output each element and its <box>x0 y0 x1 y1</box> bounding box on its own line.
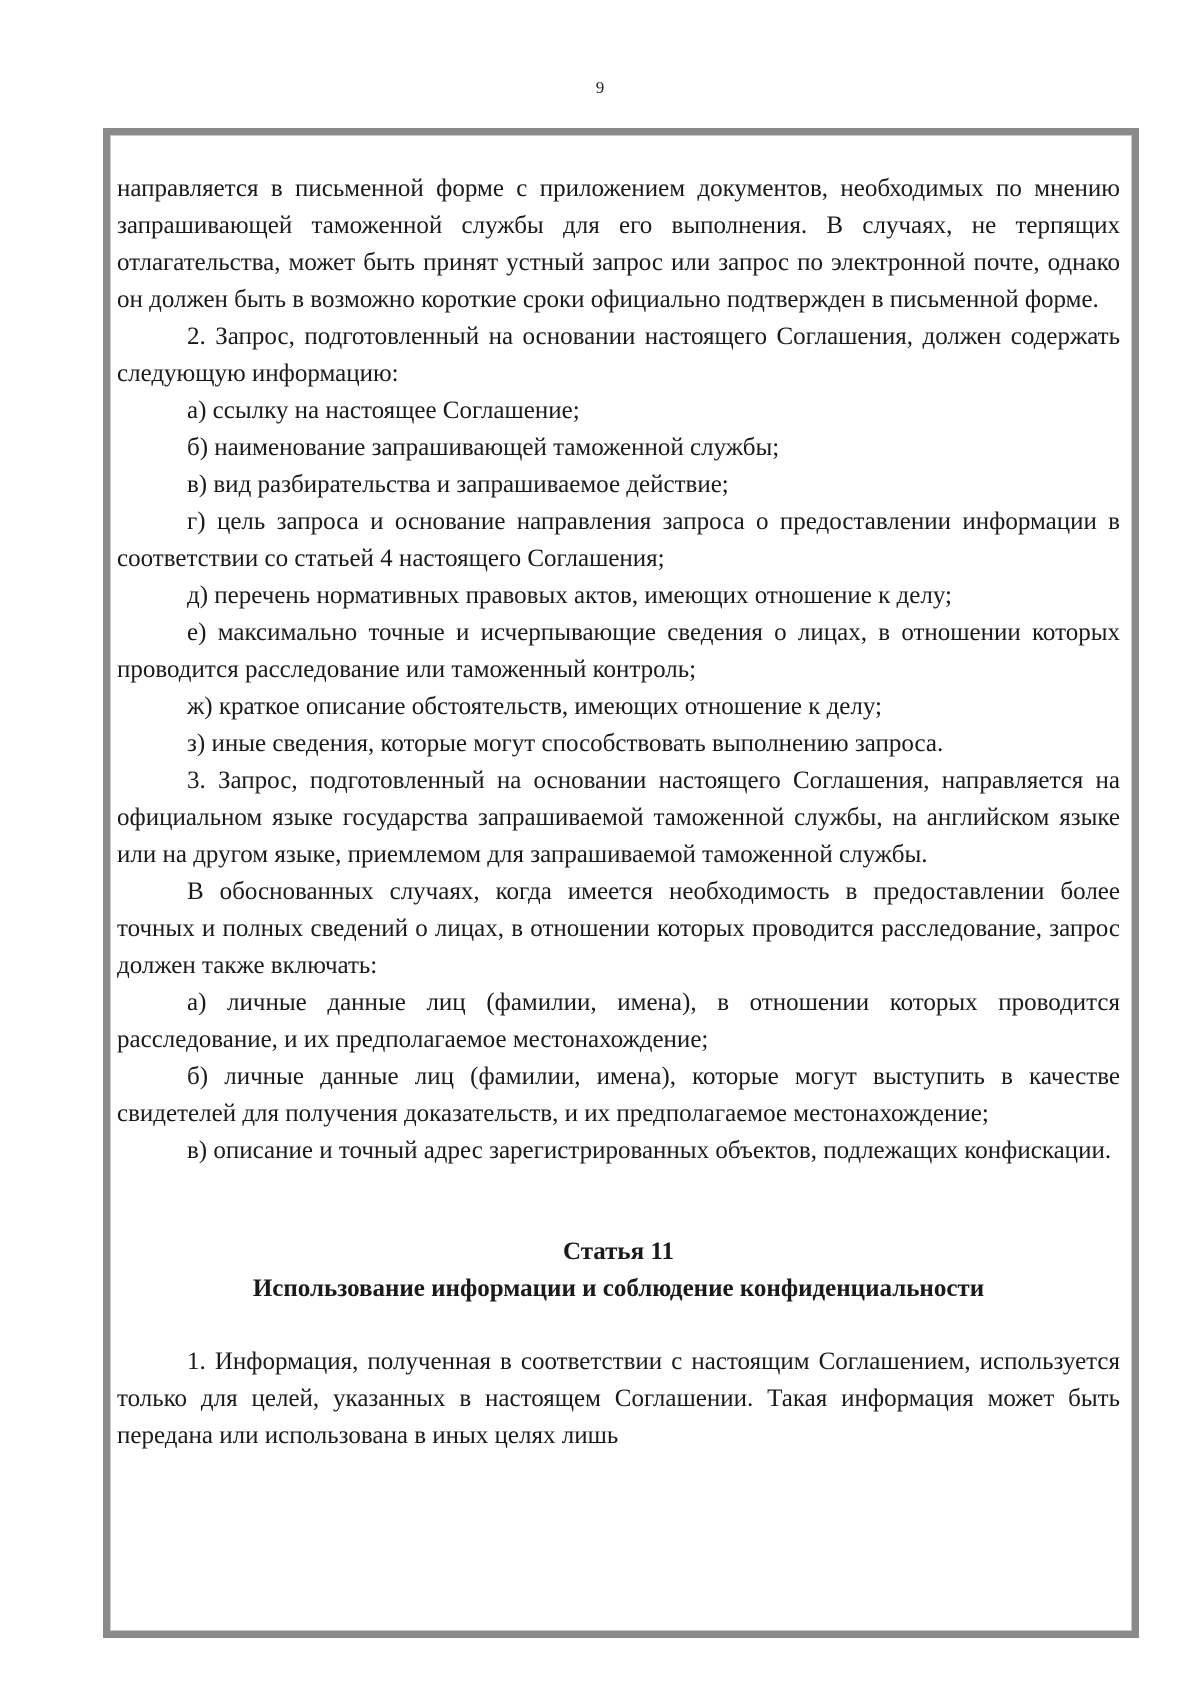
paragraphs-after-article <box>117 1343 1120 1454</box>
paragraph: направляется в письменной форме с приложением документов, необходимых по мнению запрашивающей таможенной службы для его выполнения. В случаях, не терпящих отлагательства, может быть принят устный запрос или запрос по электронной почте, однако он должен быть в возможно короткие сроки официально подтвержден в письменной форме. <box>117 175 1120 313</box>
article-heading: Статья 11 <box>562 1238 675 1265</box>
paragraph: 1. Информация, полученная в соответствии с настоящим Соглашением, используется только для целей, указанных в настоящем Соглашении. Такая информация может быть передана или использована в иных целях лишь <box>117 1348 1120 1449</box>
paragraph: 3. Запрос, подготовленный на основании настоящего Соглашения, направляется на официальном языке государства запрашиваемой таможенной службы, на английском языке или на другом языке, приемлемом для запрашиваемой таможенной службы. <box>117 767 1120 868</box>
paragraphs-before-article <box>117 170 1120 1169</box>
paragraph: ж) краткое описание обстоятельств, имеющих отношение к делу; <box>187 693 882 720</box>
paragraph: в) описание и точный адрес зарегистрированных объектов, подлежащих конфискации. <box>187 1137 1112 1164</box>
paragraph: а) личные данные лиц (фамилии, имена), в отношении которых проводится расследование, и их предполагаемое местонахождение; <box>117 989 1120 1053</box>
paragraph: е) максимально точные и исчерпывающие сведения о лицах, в отношении которых проводится расследование или таможенный контроль; <box>117 619 1120 683</box>
paragraph: а) ссылку на настоящее Соглашение; <box>187 397 580 424</box>
paragraph: д) перечень нормативных правовых актов, имеющих отношение к делу; <box>187 582 952 609</box>
paragraph: б) личные данные лиц (фамилии, имена), которые могут выступить в качестве свидетелей для получения доказательств, и их предполагаемое местонахождение; <box>117 1063 1120 1127</box>
document-body <box>117 170 1120 1454</box>
paragraph: г) цель запроса и основание направления запроса о предоставлении информации в соответствии со статьей 4 настоящего Соглашения; <box>117 508 1120 572</box>
article-title: Использование информации и соблюдение конфиденциальности <box>252 1275 985 1302</box>
page-number: 9 <box>595 78 605 97</box>
paragraph: В обоснованных случаях, когда имеется необходимость в предоставлении более точных и полных сведений о лицах, в отношении которых проводится расследование, запрос должен также включать: <box>117 878 1120 979</box>
paragraph: з) иные сведения, которые могут способствовать выполнению запроса. <box>187 730 944 757</box>
paragraph: б) наименование запрашивающей таможенной службы; <box>187 434 780 461</box>
paragraph: 2. Запрос, подготовленный на основании настоящего Соглашения, должен содержать следующую информацию: <box>117 323 1120 387</box>
paragraph: в) вид разбирательства и запрашиваемое действие; <box>187 471 729 498</box>
